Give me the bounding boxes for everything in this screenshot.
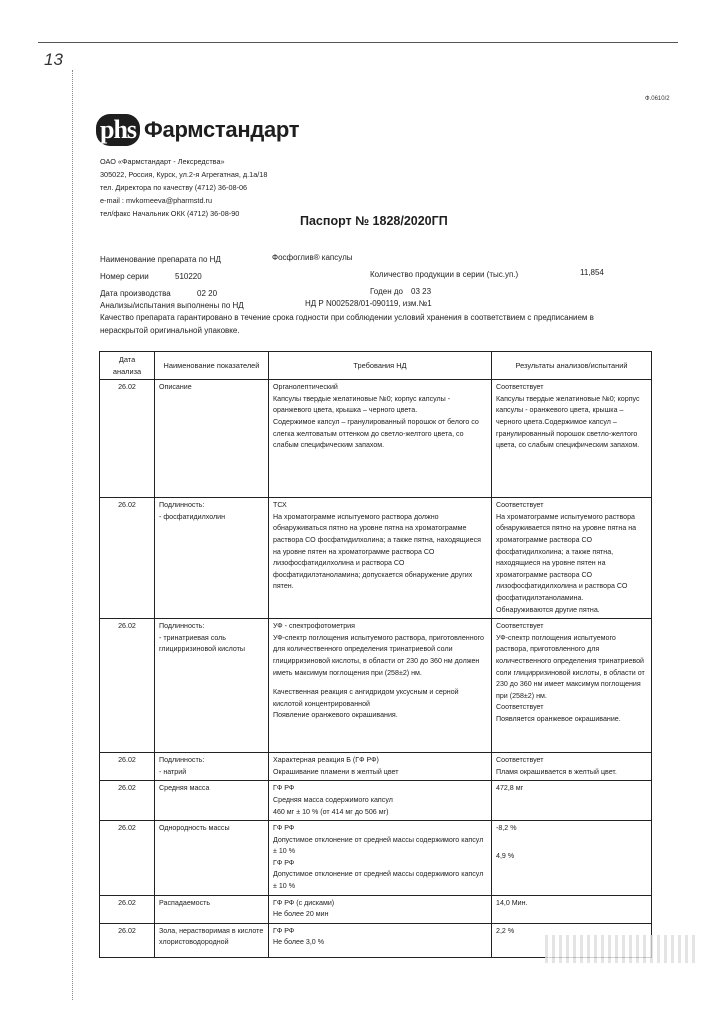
logo-mark: phs — [96, 114, 140, 146]
production-label: Дата производства — [100, 289, 171, 298]
cell-name: Подлинность: - натрий — [155, 753, 269, 781]
cell-name: Подлинность: - тринатриевая соль глицирризиновой кислоты — [155, 619, 269, 753]
table-row — [100, 821, 652, 896]
cell-name: Описание — [155, 380, 269, 498]
header-date: Дата анализа — [100, 352, 155, 380]
cell-name: Однородность массы — [155, 821, 269, 896]
quality-statement: Качество препарата гарантировано в течение срока годности при соблюдении условий хранения в соответствием с предписанием в нераскрытой оригинальной упаковке. — [100, 313, 594, 335]
cell-results: Соответствует Пламя окрашивается в желтый цвет. — [492, 753, 652, 781]
cell-date: 26.02 — [100, 895, 155, 923]
series-value: 510220 — [175, 272, 202, 281]
cell-requirements: УФ - спектрофотометрия УФ-спектр поглощения испытуемого раствора, приготовленного для количественного определения тринатриевой соли глицирризиновой кислоты, в области от 230 до 360 нм должен иметь максимум поглощения при (258±2) нм. Качественная реакция с ангидридом уксусным и серной кислотой концентрированной Появление оранжевого окрашивания. — [269, 619, 492, 753]
analyses-value: НД Р N002528/01-090119, изм.№1 — [305, 299, 432, 308]
analyses-label: Анализы/испытания выполнены по НД — [100, 301, 244, 310]
expiry-value: 03 23 — [411, 287, 432, 296]
top-rule — [38, 42, 678, 43]
cell-name: Подлинность: - фосфатидилхолин — [155, 498, 269, 619]
margin-line — [72, 70, 73, 1000]
cell-date: 26.02 — [100, 498, 155, 619]
table-row — [100, 380, 652, 498]
cell-date: 26.02 — [100, 781, 155, 821]
cell-results: 14,0 Мин. — [492, 895, 652, 923]
qty-label: Количество продукции в серии (тыс.уп.) — [370, 270, 519, 279]
cell-results: -8,2 % 4,9 % — [492, 821, 652, 896]
drug-label: Наименование препарата по НД — [100, 255, 221, 264]
company-line: тел/факс Начальник ОКК (4712) 36-08-90 — [100, 209, 240, 218]
logo-name: Фармстандарт — [144, 117, 300, 142]
series-label: Номер серии — [100, 272, 149, 281]
cell-requirements: ГФ РФ Не более 3,0 % — [269, 923, 492, 957]
company-line: тел. Директора по качеству (4712) 36-08-06 — [100, 183, 248, 192]
expiry-label: Годен до — [370, 287, 403, 296]
table-row — [100, 498, 652, 619]
table-row — [100, 753, 652, 781]
cell-requirements: Органолептический Капсулы твердые желатиновые №0; корпус капсулы - оранжевого цвета, крышка – черного цвета. Содержимое капсул – гранулированный порошок от белого со слегка желтоватым оттенком до светло-желтого цвета, со слабым специфическим запахом. — [269, 380, 492, 498]
scan-smudge — [545, 935, 695, 963]
cell-results: Соответствует УФ-спектр поглощения испытуемого раствора, приготовленного для количественного определения тринатриевой соли глицирризиновой кислоты, в области от 230 до 360 нм имеет максимум поглощения при (258±2) нм. Соответствует Появляется оранжевое окрашивание. — [492, 619, 652, 753]
company-line: ОАО «Фармстандарт - Лексредства» — [100, 157, 225, 166]
cell-requirements: ГФ РФ Допустимое отклонение от средней массы содержимого капсул ± 10 % ГФ РФ Допустимое отклонение от средней массы содержимого капсул ± 10 % — [269, 821, 492, 896]
cell-date: 26.02 — [100, 619, 155, 753]
table-row — [100, 619, 652, 753]
table-row — [100, 781, 652, 821]
cell-name: Зола, нерастворимая в кислоте хлористоводородной — [155, 923, 269, 957]
header-results: Результаты анализов/испытаний — [492, 352, 652, 380]
cell-date: 26.02 — [100, 380, 155, 498]
company-line: e-mail : mvkorneeva@pharmstd.ru — [100, 196, 213, 205]
cell-requirements: ГФ РФ (с дисками) Не более 20 мин — [269, 895, 492, 923]
company-line: 305022, Россия, Курск, ул.2-я Агрегатная, д.1а/18 — [100, 170, 268, 179]
header-name: Наименование показателей — [155, 352, 269, 380]
cell-name: Средняя масса — [155, 781, 269, 821]
company-logo — [96, 114, 299, 146]
cell-name: Распадаемость — [155, 895, 269, 923]
cell-results: Соответствует На хроматограмме испытуемого раствора обнаруживается пятно на уровне пятна на хроматограмме раствора СО фосфатидилхолина; а также пятна, находящиеся на уровне пятен на хроматограмме раствора СО лизофосфатидилхолина и раствора СО фосфатидилэтаноламина. Обнаруживаются другие пятна. — [492, 498, 652, 619]
table-header-row — [100, 352, 652, 380]
drug-value: Фосфоглив® капсулы — [272, 253, 353, 262]
production-value: 02 20 — [197, 289, 218, 298]
page-number: 13 — [44, 50, 63, 69]
cell-requirements: Характерная реакция Б (ГФ РФ) Окрашивание пламени в желтый цвет — [269, 753, 492, 781]
header-requirements: Требования НД — [269, 352, 492, 380]
cell-results: 2,2 % — [492, 923, 652, 957]
qty-value: 11,854 — [580, 268, 604, 277]
cell-results: 472,8 мг — [492, 781, 652, 821]
company-info — [100, 155, 267, 220]
table-row — [100, 895, 652, 923]
cell-date: 26.02 — [100, 923, 155, 957]
cell-requirements: ТСХ На хроматограмме испытуемого раствора должно обнаруживаться пятно на уровне пятна на хроматограмме раствора СО фосфатидилхолина; а также пятна, находящиеся на уровне пятен на хроматограмме раствора СО лизофосфатидилхолина и раствора СО фосфатидилэтаноламина; допускается обнаружение других пятен. — [269, 498, 492, 619]
cell-date: 26.02 — [100, 753, 155, 781]
cell-results: Соответствует Капсулы твердые желатиновые №0; корпус капсулы - оранжевого цвета, крышка – черного цвета.Содержимое капсул – гранулированный порошок светло-желтого цвета, со слабым специфическим запахом. — [492, 380, 652, 498]
cell-requirements: ГФ РФ Средняя масса содержимого капсул 460 мг ± 10 % (от 414 мг до 506 мг) — [269, 781, 492, 821]
form-code: Ф.0610/2 — [645, 96, 670, 102]
cell-date: 26.02 — [100, 821, 155, 896]
results-table — [99, 351, 652, 958]
document-title: Паспорт № 1828/2020ГП — [300, 214, 448, 228]
